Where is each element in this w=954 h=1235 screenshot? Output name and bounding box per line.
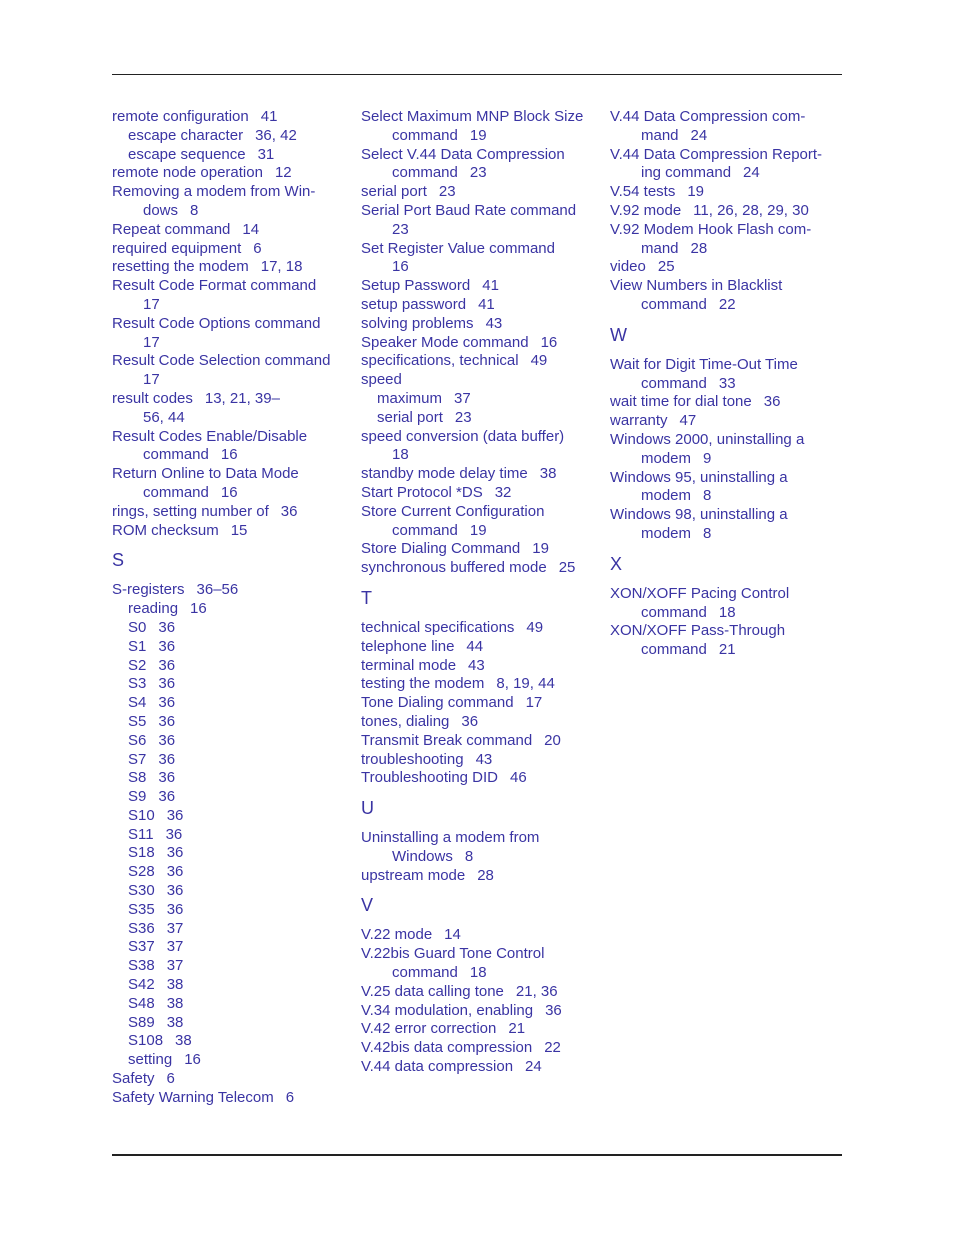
index-entry: Result Code Format command (112, 277, 317, 295)
index-entry-continued: dows 8 (143, 201, 199, 219)
index-entry-continued: 56, 44 (143, 408, 185, 426)
index-entry: Result Codes Enable/Disable (112, 427, 308, 445)
index-entry-continued: ing command 24 (641, 164, 760, 182)
header-rule (112, 74, 842, 75)
s-register-entry: S9 36 (128, 788, 176, 806)
index-column-2 (361, 108, 601, 1077)
section-heading-s: S (112, 550, 125, 571)
s-register-entry: S4 36 (128, 694, 176, 712)
s-register-entry: S30 36 (128, 882, 184, 900)
index-entry: View Numbers in Blacklist (610, 277, 783, 295)
s-register-entry: S38 37 (128, 957, 184, 975)
index-entry: V.44 Data Compression Report- (610, 145, 823, 163)
index-entry-continued: 16 (392, 258, 409, 276)
index-entry-continued: command 21 (641, 641, 736, 659)
index-entry: Troubleshooting DID 46 (361, 769, 527, 787)
index-entry: Repeat command 14 (112, 220, 260, 238)
index-entry: V.25 data calling tone 21, 36 (361, 982, 558, 1000)
index-entry: result codes 13, 21, 39– (112, 389, 280, 407)
index-entry-continued: command 33 (641, 374, 736, 392)
s-register-entry: S35 36 (128, 900, 184, 918)
index-column-3 (610, 108, 850, 660)
s-register-entry: S2 36 (128, 656, 176, 674)
section-heading-t: T (361, 587, 372, 608)
index-entry: speed conversion (data buffer) (361, 427, 565, 445)
index-entry: testing the modem 8, 19, 44 (361, 675, 555, 693)
index-entry: troubleshooting 43 (361, 750, 493, 768)
index-entry-continued: 17 (143, 295, 160, 313)
index-entry: Serial Port Baud Rate command (361, 201, 577, 219)
index-entry: Windows 98, uninstalling a (610, 506, 788, 524)
index-subentry: setting 16 (128, 1051, 201, 1069)
index-entry: remote node operation 12 (112, 164, 292, 182)
index-entry: V.22 mode 14 (361, 926, 461, 944)
s-register-entry: S18 36 (128, 844, 184, 862)
s-register-entry: S108 38 (128, 1032, 192, 1050)
s-register-entry: S1 36 (128, 637, 176, 655)
index-entry: Safety 6 (112, 1070, 175, 1088)
index-entry-continued: command 18 (641, 603, 736, 621)
index-entry: Removing a modem from Win- (112, 183, 316, 201)
index-entry: V.44 Data Compression com- (610, 108, 806, 125)
section-heading-u: U (361, 798, 374, 819)
index-entry: V.22bis Guard Tone Control (361, 945, 545, 963)
index-entry: Setup Password 41 (361, 277, 499, 295)
index-entry: S-registers 36–56 (112, 581, 239, 599)
index-entry: Return Online to Data Mode (112, 465, 299, 483)
index-entry: telephone line 44 (361, 637, 484, 655)
s-register-entry: S8 36 (128, 769, 176, 787)
index-entry: Speaker Mode command 16 (361, 333, 558, 351)
index-entry: warranty 47 (610, 412, 697, 430)
s-register-entry: S48 38 (128, 994, 184, 1012)
index-entry-continued: modem 8 (641, 487, 712, 505)
index-entry: V.42bis data compression 22 (361, 1039, 561, 1057)
s-register-entry: S42 38 (128, 976, 184, 994)
index-entry: specifications, technical 49 (361, 352, 548, 370)
s-register-entry: S0 36 (128, 618, 176, 636)
index-subentry: escape sequence 31 (128, 145, 275, 163)
index-entry-continued: modem 8 (641, 524, 712, 542)
index-entry: terminal mode 43 (361, 656, 485, 674)
index-entry: remote configuration 41 (112, 108, 278, 125)
index-entry: Wait for Digit Time-Out Time (610, 355, 798, 373)
index-entry: technical specifications 49 (361, 618, 544, 636)
index-entry: standby mode delay time 38 (361, 465, 557, 483)
s-register-entry: S6 36 (128, 731, 176, 749)
index-subentry: escape character 36, 42 (128, 126, 297, 144)
index-subentry: maximum 37 (377, 389, 471, 407)
index-entry: Transmit Break command 20 (361, 731, 561, 749)
index-entry: resetting the modem 17, 18 (112, 258, 303, 276)
index-entry: Result Code Selection command (112, 352, 331, 370)
s-register-entry: S3 36 (128, 675, 176, 693)
index-entry: Windows 95, uninstalling a (610, 468, 788, 486)
s-register-entry: S36 37 (128, 919, 184, 937)
index-entry: V.42 error correction 21 (361, 1020, 526, 1038)
index-entry: required equipment 6 (112, 239, 262, 257)
index-entry: V.92 mode 11, 26, 28, 29, 30 (610, 201, 809, 219)
index-entry: Store Current Configuration (361, 502, 545, 520)
index-entry-continued: command 22 (641, 295, 736, 313)
index-entry-continued: command 16 (143, 483, 238, 501)
index-entry: serial port 23 (361, 183, 456, 201)
section-heading-v: V (361, 895, 374, 916)
section-heading-w: W (610, 324, 627, 345)
index-entry: Store Dialing Command 19 (361, 540, 549, 558)
index-entry-continued: modem 9 (641, 449, 712, 467)
index-entry: Tone Dialing command 17 (361, 694, 543, 712)
index-entry: Windows 2000, uninstalling a (610, 430, 805, 448)
index-entry-continued: 17 (143, 333, 160, 351)
index-subentry: serial port 23 (377, 408, 472, 426)
index-entry: Start Protocol *DS 32 (361, 483, 512, 501)
index-entry: Result Code Options command (112, 314, 321, 332)
index-entry-continued: Windows 8 (392, 847, 474, 865)
index-entry: setup password 41 (361, 295, 495, 313)
index-entry-continued: command 19 (392, 521, 487, 539)
index-entry: Safety Warning Telecom 6 (112, 1088, 295, 1106)
index-entry-continued: command 19 (392, 126, 487, 144)
index-entry: video 25 (610, 258, 675, 276)
index-entry-continued: mand 24 (641, 126, 708, 144)
index-entry: wait time for dial tone 36 (610, 393, 781, 411)
index-entry: Select V.44 Data Compression (361, 145, 565, 163)
section-heading-x: X (610, 553, 623, 574)
s-register-entry: S5 36 (128, 712, 176, 730)
index-entry-continued: 23 (392, 220, 409, 238)
index-entry: V.44 data compression 24 (361, 1058, 542, 1076)
footer-rule (112, 1154, 842, 1156)
index-entry: solving problems 43 (361, 314, 503, 332)
index-subentry: reading 16 (128, 600, 207, 618)
index-entry-continued: 17 (143, 371, 160, 389)
index-entry: Set Register Value command (361, 239, 555, 257)
index-entry: upstream mode 28 (361, 866, 494, 884)
index-entry-continued: command 16 (143, 446, 238, 464)
index-entry: XON/XOFF Pass-Through (610, 622, 786, 640)
index-entry: ROM checksum 15 (112, 521, 248, 539)
index-entry-continued: command 18 (392, 964, 487, 982)
index-entry-continued: mand 28 (641, 239, 708, 257)
s-register-entry: S28 36 (128, 863, 184, 881)
index-entry: Select Maximum MNP Block Size (361, 108, 584, 125)
index-entry: synchronous buffered mode 25 (361, 559, 576, 577)
index-entry: speed (361, 371, 402, 389)
index-entry: XON/XOFF Pacing Control (610, 584, 790, 602)
index-entry-continued: 18 (392, 446, 409, 464)
index-entry: Uninstalling a modem from (361, 829, 540, 847)
index-entry: tones, dialing 36 (361, 712, 479, 730)
index-entry-continued: command 23 (392, 164, 487, 182)
s-register-entry: S89 38 (128, 1013, 184, 1031)
index-column-1 (112, 108, 352, 1108)
index-entry: V.54 tests 19 (610, 183, 705, 201)
index-entry: V.34 modulation, enabling 36 (361, 1001, 562, 1019)
s-register-entry: S7 36 (128, 750, 176, 768)
index-entry: V.92 Modem Hook Flash com- (610, 220, 812, 238)
s-register-list (112, 619, 352, 1051)
s-register-entry: S11 36 (128, 825, 183, 843)
index-entry: rings, setting number of 36 (112, 502, 298, 520)
s-register-entry: S37 37 (128, 938, 184, 956)
s-register-entry: S10 36 (128, 806, 184, 824)
